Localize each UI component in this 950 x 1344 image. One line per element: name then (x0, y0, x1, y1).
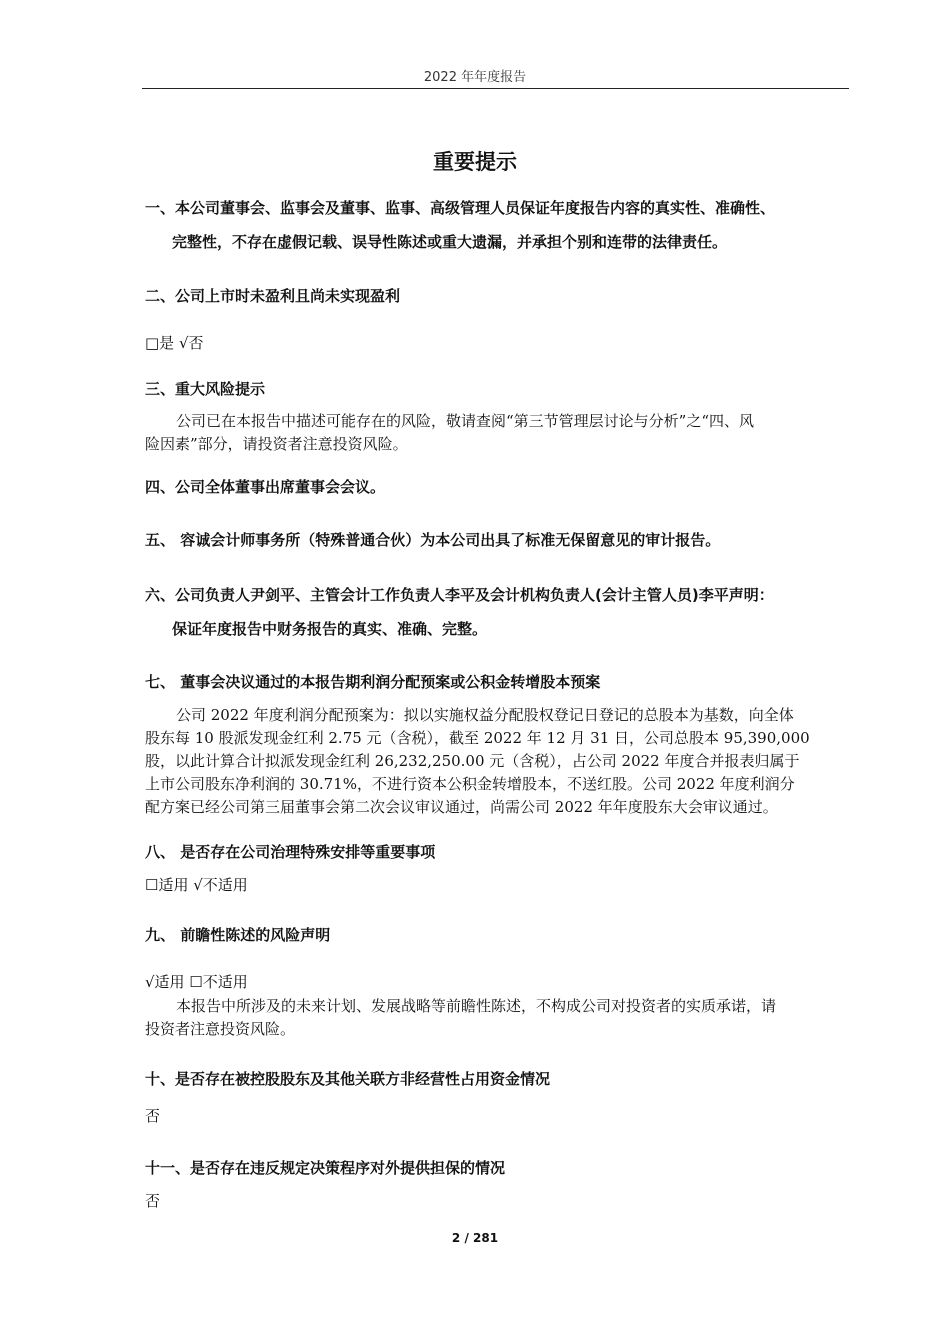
section-1-line-1: 一、本公司董事会、监事会及董事、监事、高级管理人员保证年度报告内容的真实性、准确性、 (145, 199, 776, 217)
section-3-heading: 三、重大风险提示 (145, 380, 266, 398)
section-7-line-4: 上市公司股东净利润的 30.71%，不进行资本公积金转增股本，不送红股。公司 2022 年度利润分 (145, 775, 795, 793)
section-7-line-2: 股东每 10 股派发现金红利 2.75 元（含税），截至 2022 年 12 月 31 日，公司总股本 95,390,000 (145, 729, 810, 747)
section-11-heading: 十一、是否存在违反规定决策程序对外提供担保的情况 (145, 1159, 506, 1177)
section-5-heading: 五、 容诚会计师事务所（特殊普通合伙）为本公司出具了标准无保留意见的审计报告。 (145, 531, 721, 549)
section-8-heading: 八、 是否存在公司治理特殊安排等重要事项 (145, 843, 436, 861)
section-10-answer: 否 (145, 1107, 161, 1125)
section-1-line-2: 完整性，不存在虚假记载、误导性陈述或重大遗漏，并承担个别和连带的法律责任。 (172, 233, 728, 251)
section-2-heading: 二、公司上市时未盈利且尚未实现盈利 (145, 287, 401, 305)
section-8-answer: ☐适用 √不适用 (145, 876, 248, 894)
section-7-heading: 七、 董事会决议通过的本报告期利润分配预案或公积金转增股本预案 (145, 673, 601, 691)
section-3-line-1: 公司已在本报告中描述可能存在的风险，敬请查阅“第三节管理层讨论与分析”之“四、风 (176, 412, 755, 430)
section-7-line-3: 股，以此计算合计拟派发现金红利 26,232,250.00 元（含税），占公司 2022 年度合并报表归属于 (145, 752, 800, 770)
section-3-line-2: 险因素”部分，请投资者注意投资风险。 (145, 435, 408, 453)
section-6-line-2: 保证年度报告中财务报告的真实、准确、完整。 (172, 620, 488, 638)
section-4-heading: 四、公司全体董事出席董事会会议。 (145, 478, 386, 496)
section-9-answer: √适用 ☐不适用 (145, 973, 248, 991)
page-number: 2 / 281 (451, 1231, 499, 1245)
section-9-line-1: 本报告中所涉及的未来计划、发展战略等前瞻性陈述，不构成公司对投资者的实质承诺，请 (176, 997, 777, 1015)
section-10-heading: 十、是否存在被控股股东及其他关联方非经营性占用资金情况 (145, 1070, 551, 1088)
section-9-line-2: 投资者注意投资风险。 (145, 1020, 296, 1038)
section-7-line-1: 公司 2022 年度利润分配预案为：拟以实施权益分配股权登记日登记的总股本为基数，向全体 (176, 706, 794, 724)
page-title: 重要提示 (433, 150, 517, 174)
section-6-line-1: 六、公司负责人尹剑平、主管会计工作负责人李平及会计机构负责人(会计主管人员)李平声明： (145, 586, 774, 604)
section-7-line-5: 配方案已经公司第三届董事会第二次会议审议通过，尚需公司 2022 年年度股东大会审议通过。 (145, 798, 778, 816)
page-header: 2022 年年度报告 (423, 70, 527, 85)
section-9-heading: 九、 前瞻性陈述的风险声明 (145, 926, 331, 944)
section-2-answer: □是 √否 (145, 334, 204, 352)
section-11-answer: 否 (145, 1192, 161, 1210)
header-divider (142, 88, 849, 89)
